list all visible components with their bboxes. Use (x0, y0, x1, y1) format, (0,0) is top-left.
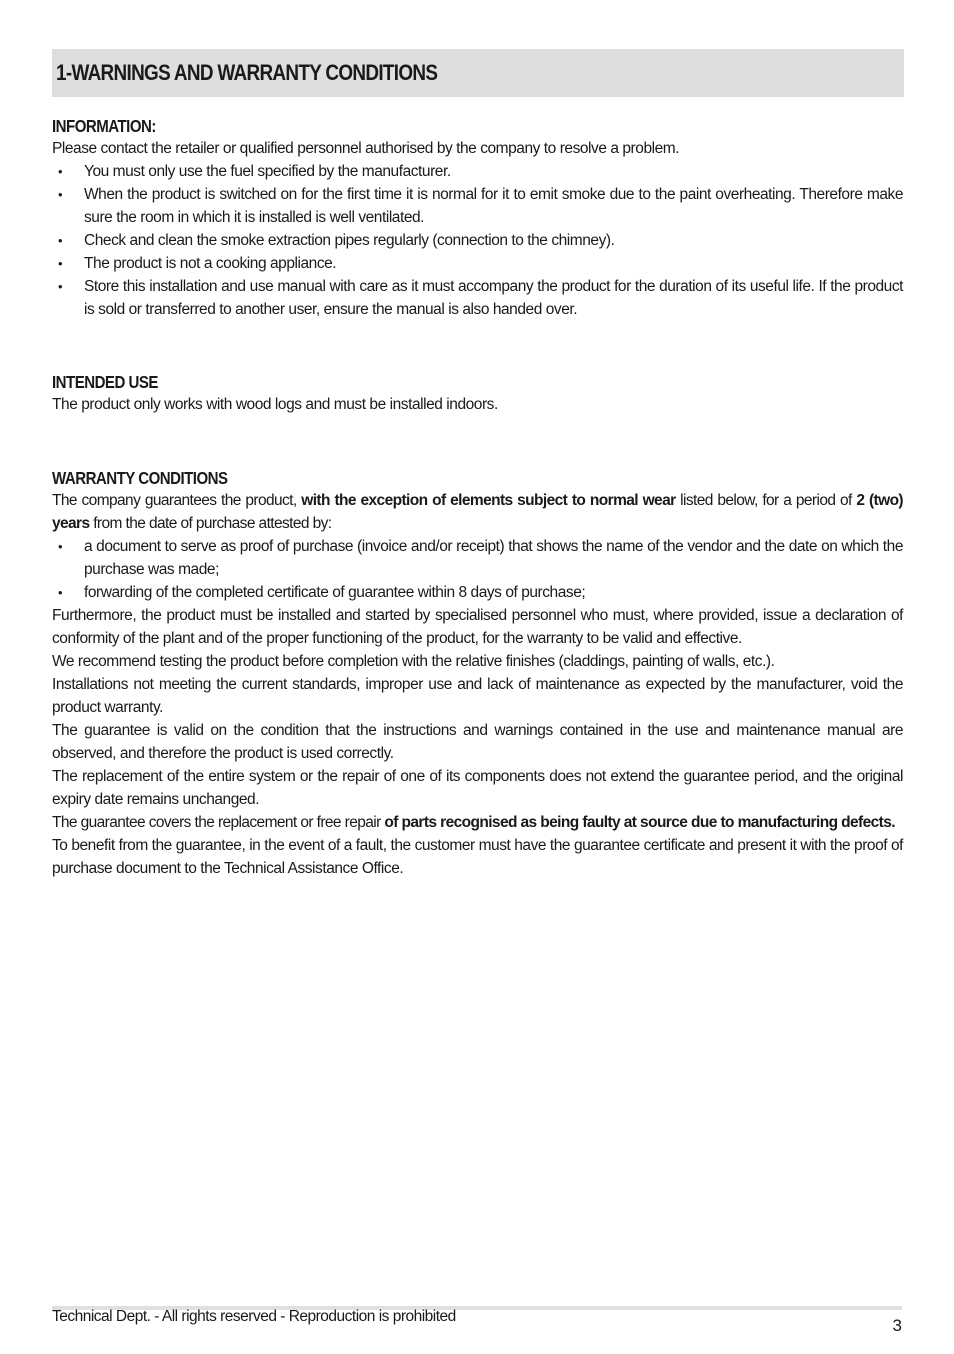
list-item: • a document to serve as proof of purchase (invoice and/or receipt) that shows the name of the vendor and the date on which the purchase was made; (52, 535, 903, 581)
bullet-icon: • (58, 256, 63, 271)
information-section (52, 115, 903, 321)
warranty-paragraph: Furthermore, the product must be installed and started by specialised personnel who must, where provided, issue a declaration of conformity of the plant and of the proper functioning of the product, for the warranty to be valid and effective. (52, 607, 903, 647)
warranty-paragraph: The guarantee is valid on the condition that the instructions and warnings contained in the use and maintenance manual are observed, and therefore the product is used correctly. (52, 722, 903, 762)
bullet-icon: • (58, 279, 63, 294)
warranty-bullet-list (52, 535, 903, 604)
list-item: • When the product is switched on for the first time it is normal for it to emit smoke due to the paint overheating. Therefore make sure the room in which it is installed is well ventilated. (52, 183, 903, 229)
list-item: • Check and clean the smoke extraction pipes regularly (connection to the chimney). (52, 229, 903, 252)
warranty-paragraph: The guarantee covers the replacement or free repair of parts recognised as being faulty at source due to manufacturing defects. (52, 814, 895, 831)
warranty-heading: WARRANTY CONDITIONS (52, 468, 228, 488)
bullet-icon: • (58, 539, 63, 554)
bullet-icon: • (58, 233, 63, 248)
information-heading: INFORMATION: (52, 116, 156, 136)
page-number: 3 (892, 1316, 902, 1335)
warranty-paragraph: To benefit from the guarantee, in the event of a fault, the customer must have the guarantee certificate and present it with the proof of purchase document to the Technical Assistance Office. (52, 837, 903, 877)
list-item: • The product is not a cooking appliance. (52, 252, 903, 275)
intended-use-section (52, 371, 903, 416)
list-item: • Store this installation and use manual with care as it must accompany the product for the duration of its useful life. If the product is sold or transferred to another user, ensure the manual is also handed over. (52, 275, 903, 321)
information-intro: Please contact the retailer or qualified personnel authorised by the company to resolve a problem. (52, 140, 680, 157)
warranty-paragraph: Installations not meeting the current standards, improper use and lack of maintenance as expected by the manufacturer, void the product warranty. (52, 676, 903, 716)
warranty-section (52, 467, 903, 880)
bullet-icon: • (58, 164, 63, 179)
list-item: • forwarding of the completed certificate of guarantee within 8 days of purchase; (52, 581, 903, 604)
information-bullet-list (52, 160, 903, 321)
warranty-paragraph: The replacement of the entire system or the repair of one of its components does not extend the guarantee period, and the original expiry date remains unchanged. (52, 768, 903, 808)
warranty-paragraph: We recommend testing the product before completion with the relative finishes (claddings, painting of walls, etc.). (52, 653, 775, 670)
section-title-bar (52, 49, 904, 97)
page-title: 1-WARNINGS AND WARRANTY CONDITIONS (56, 60, 438, 85)
bullet-icon: • (58, 585, 63, 600)
intended-use-heading: INTENDED USE (52, 372, 158, 392)
footer-text: Technical Dept. - All rights reserved - Reproduction is prohibited (52, 1308, 456, 1325)
warranty-intro: The company guarantees the product, with the exception of elements subject to normal wear listed below, for a period of 2 (two) years from the date of purchase attested by: (52, 492, 903, 532)
bullet-icon: • (58, 187, 63, 202)
intended-use-text: The product only works with wood logs and must be installed indoors. (52, 396, 498, 413)
list-item: • You must only use the fuel specified by the manufacturer. (52, 160, 903, 183)
